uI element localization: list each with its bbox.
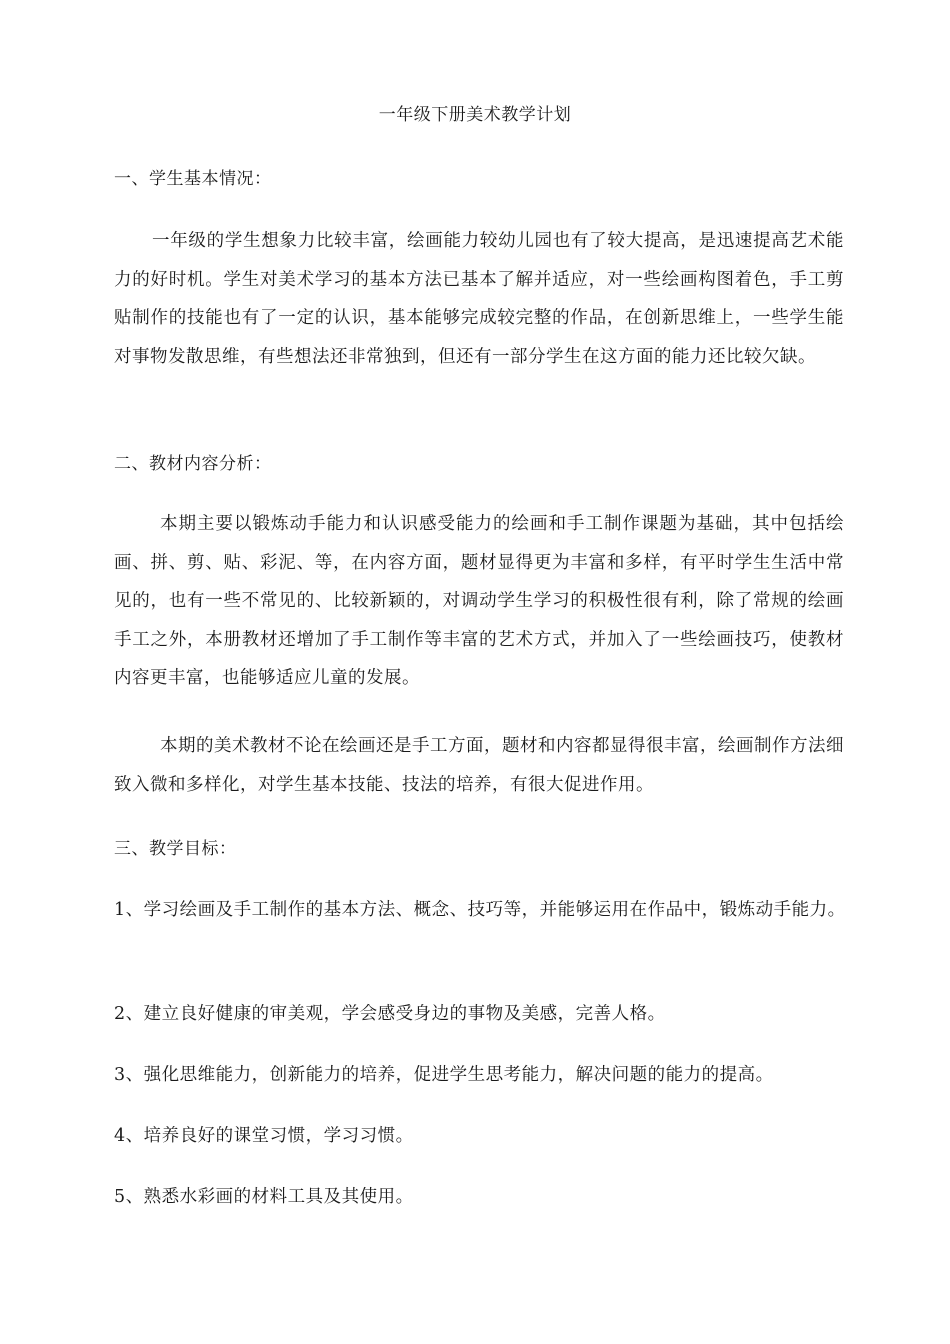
document-title: 一年级下册美术教学计划: [378, 105, 572, 125]
goal-item: 4、培养良好的课堂习惯，学习习惯。: [114, 1126, 414, 1146]
paragraph-textbook-analysis-2: 本期的美术教材不论在绘画还是手工方面，题材和内容都显得很丰富，绘画制作方法细致入微和多样化，对学生基本技能、技法的培养，有很大促进作用。: [114, 736, 844, 795]
section-heading-teaching-goals: 三、教学目标：: [114, 839, 237, 859]
section-heading-student-situation: 一、学生基本情况：: [114, 169, 272, 189]
goal-item: 1、学习绘画及手工制作的基本方法、概念、技巧等，并能够运用在作品中，锻炼动手能力。: [114, 900, 846, 920]
paragraph-student-situation: 一年级的学生想象力比较丰富，绘画能力较幼儿园也有了较大提高，是迅速提高艺术能力的好时机。学生对美术学习的基本方法已基本了解并适应，对一些绘画构图着色，手工剪贴制作的技能也有了一定的认识，基本能够完成较完整的作品，在创新思维上，一些学生能对事物发散思维，有些想法还非常独到，但还有一部分学生在这方面的能力还比较欠缺。: [114, 231, 844, 367]
goal-item: 3、强化思维能力，创新能力的培养，促进学生思考能力，解决问题的能力的提高。: [114, 1065, 774, 1085]
paragraph-textbook-analysis-1: 本期主要以锻炼动手能力和认识感受能力的绘画和手工制作课题为基础，其中包括绘画、拼、剪、贴、彩泥、等，在内容方面，题材显得更为丰富和多样，有平时学生生活中常见的，也有一些不常见的、比较新颖的，对调动学生学习的积极性很有利，除了常规的绘画手工之外，本册教材还增加了手工制作等丰富的艺术方式，并加入了一些绘画技巧，使教材内容更丰富，也能够适应儿童的发展。: [114, 514, 844, 688]
section-heading-textbook-analysis: 二、教材内容分析：: [114, 454, 272, 474]
goal-item: 5、熟悉水彩画的材料工具及其使用。: [114, 1187, 414, 1207]
goal-item: 2、建立良好健康的审美观，学会感受身边的事物及美感，完善人格。: [114, 1004, 666, 1024]
